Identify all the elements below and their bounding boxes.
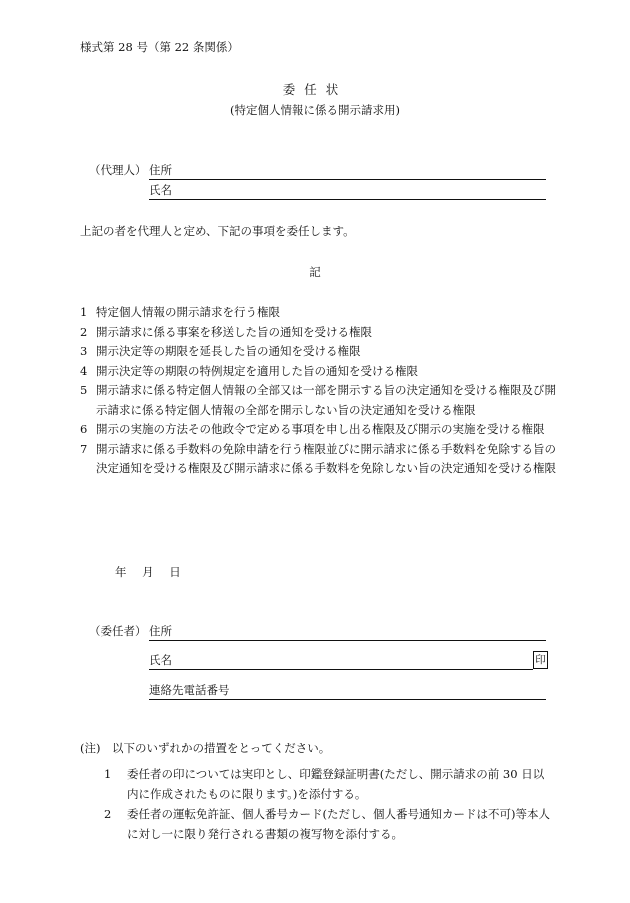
- ki-heading: 記: [309, 265, 321, 279]
- item-text: 開示請求に係る事案を移送した旨の通知を受ける権限: [96, 324, 372, 339]
- item-text: 開示請求に係る特定個人情報の全部又は一部を開示する旨の決定通知を受ける権限及び開示請求に係る特定個人情報の全部を開示しない旨の決定通知を受ける権限: [96, 383, 556, 417]
- principal-role-label: （委任者）: [89, 624, 147, 638]
- delegated-powers-list: [80, 303, 560, 479]
- agent-address-label: 住所: [149, 163, 172, 177]
- delegation-statement: 上記の者を代理人と定め、下記の事項を委任します。: [80, 224, 355, 238]
- item-number: 1: [80, 305, 88, 319]
- list-item: [80, 303, 560, 323]
- list-item: [104, 764, 554, 804]
- document-title: 委任状: [282, 82, 348, 97]
- list-item: [80, 440, 560, 479]
- principal-address-field[interactable]: [149, 625, 546, 641]
- list-item: [80, 342, 560, 362]
- note-text: 委任者の印については実印とし、印鑑登録証明書(ただし、開示請求の前 30 日以内に作成されたものに限ります。)を添付する。: [127, 767, 545, 801]
- list-item: [104, 804, 554, 844]
- item-text: 特定個人情報の開示請求を行う権限: [96, 305, 280, 319]
- list-item: [80, 362, 560, 382]
- note-text: 委任者の運転免許証、個人番号カード(ただし、個人番号通知カードは不可)等本人に対し一に限り発行される書類の複写物を添付する。: [127, 807, 550, 841]
- notes-heading: (注) 以下のいずれかの措置をとってください。: [80, 741, 331, 755]
- item-number: 4: [80, 363, 88, 378]
- agent-name-label: 氏名: [149, 183, 172, 197]
- item-text: 開示決定等の期限を延長した旨の通知を受ける権限: [96, 344, 361, 358]
- item-text: 開示決定等の期限の特例規定を適用した旨の通知を受ける権限: [96, 363, 418, 378]
- agent-address-field[interactable]: [149, 164, 546, 180]
- seal-box: 印: [533, 651, 548, 669]
- form-number: 様式第 28 号（第 22 条関係）: [80, 40, 239, 54]
- notes-list: [104, 764, 554, 844]
- item-text: 開示請求に係る手数料の免除申請を行う権限並びに開示請求に係る手数料を免除する旨の決定通知を受ける権限及び開示請求に係る手数料を免除しない旨の決定通知を受ける権限: [96, 441, 556, 475]
- note-number: 2: [104, 807, 112, 821]
- list-item: [80, 420, 560, 440]
- item-number: 5: [80, 383, 88, 397]
- agent-role-label: （代理人）: [89, 163, 147, 177]
- item-text: 開示の実施の方法その他政令で定める事項を申し出る権限及び開示の実施を受ける権限: [96, 422, 545, 436]
- principal-address-label: 住所: [149, 624, 172, 638]
- date-field[interactable]: 年 月 日: [115, 565, 181, 579]
- item-number: 7: [80, 441, 88, 456]
- agent-name-field[interactable]: [149, 184, 546, 200]
- principal-phone-label: 連絡先電話番号: [149, 683, 230, 697]
- item-number: 2: [80, 324, 88, 339]
- principal-name-label: 氏名: [149, 653, 172, 667]
- list-item: [80, 323, 560, 343]
- list-item: [80, 381, 560, 420]
- note-number: 1: [104, 767, 112, 781]
- item-number: 3: [80, 344, 88, 358]
- principal-phone-field[interactable]: [149, 684, 546, 700]
- item-number: 6: [80, 422, 88, 436]
- principal-name-field[interactable]: [149, 654, 533, 670]
- document-subtitle: (特定個人情報に係る開示請求用): [230, 103, 400, 117]
